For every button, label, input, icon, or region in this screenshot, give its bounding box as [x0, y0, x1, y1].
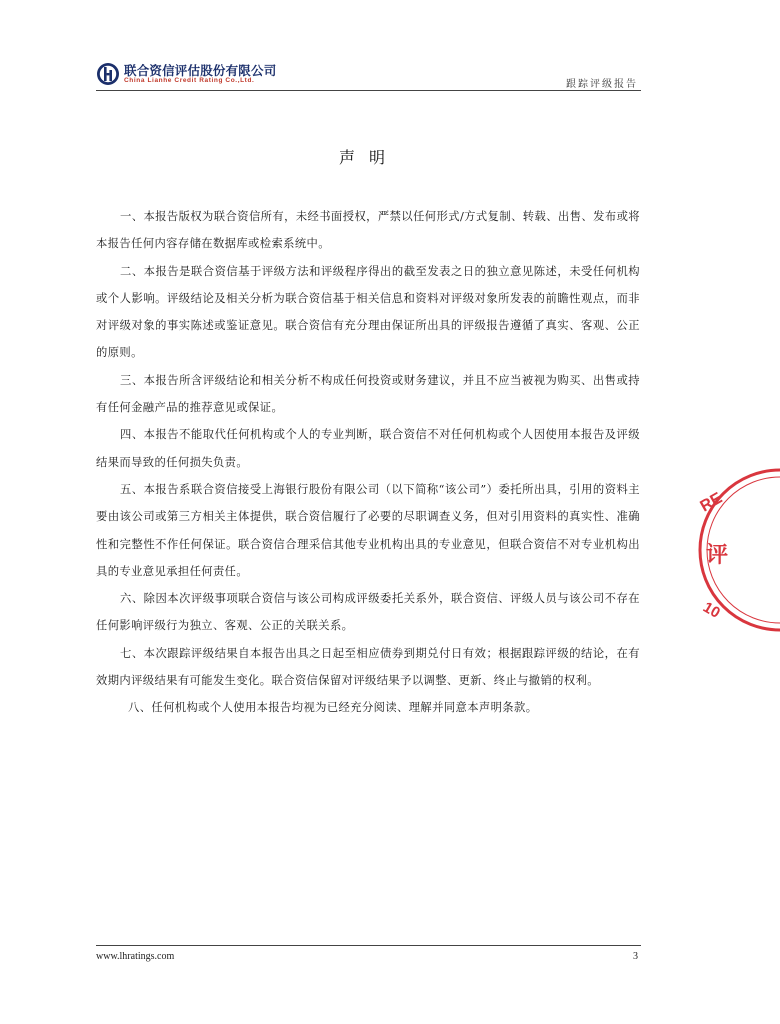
statement-paragraph-3: 三、本报告所含评级结论和相关分析不构成任何投资或财务建议，并且不应当被视为购买、出售或持有任何金融产品的推荐意见或保证。 — [96, 373, 640, 415]
stamp-text-top: RE — [697, 489, 726, 516]
report-type-label: 跟踪评级报告 — [566, 79, 638, 90]
red-seal-stamp-icon — [690, 460, 780, 640]
header-divider — [96, 90, 641, 91]
statement-paragraph-2: 二、本报告是联合资信基于评级方法和评级程序得出的截至发表之日的独立意见陈述，未受任何机构或个人影响。评级结论及相关分析为联合资信基于相关信息和资料对评级对象所发表的前瞻性观点，而非对评级对象的事实陈述或鉴证意见。联合资信有充分理由保证所出具的评级报告遵循了真实、客观、公正的原则。 — [96, 264, 640, 360]
statement-paragraph-8: 八、任何机构或个人使用本报告均视为已经充分阅读、理解并同意本声明条款。 — [128, 701, 538, 715]
company-name-en: China Lianhe Credit Rating Co.,Ltd. — [124, 77, 255, 84]
page-number: 3 — [633, 951, 638, 962]
company-name-cn: 联合资信评估股份有限公司 — [124, 63, 277, 78]
statement-paragraph-5: 五、本报告系联合资信接受上海银行股份有限公司（以下简称“该公司”）委托所出具，引用的资料主要由该公司或第三方相关主体提供，联合资信履行了必要的尽职调查义务，但对引用资料的真实性、准确性和完整性不作任何保证。联合资信合理采信其他专业机构出具的专业意见，但联合资信不对专业机构出具的专业意见承担任何责任。 — [96, 482, 640, 578]
statement-paragraph-7: 七、本次跟踪评级结果自本报告出具之日起至相应债券到期兑付日有效；根据跟踪评级的结论，在有效期内评级结果有可能发生变化。联合资信保留对评级结果予以调整、更新、终止与撤销的权利。 — [96, 646, 640, 688]
statement-paragraph-6: 六、除因本次评级事项联合资信与该公司构成评级委托关系外，联合资信、评级人员与该公司不存在任何影响评级行为独立、客观、公正的关联关系。 — [96, 592, 640, 633]
statement-paragraph-1: 一、本报告版权为联合资信所有，未经书面授权，严禁以任何形式/方式复制、转载、出售、发布或将本报告任何内容存储在数据库或检索系统中。 — [96, 210, 640, 251]
statement-paragraph-4: 四、本报告不能取代任何机构或个人的专业判断，联合资信不对任何机构或个人因使用本报告及评级结果而导致的任何损失负责。 — [96, 428, 640, 469]
statement-body — [96, 203, 640, 722]
stamp-text-mid: 评 — [706, 543, 729, 568]
page-title: 声明 — [338, 148, 399, 167]
footer-website: www.lhratings.com — [96, 951, 175, 962]
company-logo-icon — [96, 62, 120, 86]
stamp-text-bottom: 10 — [700, 598, 723, 622]
footer-divider — [96, 945, 641, 946]
